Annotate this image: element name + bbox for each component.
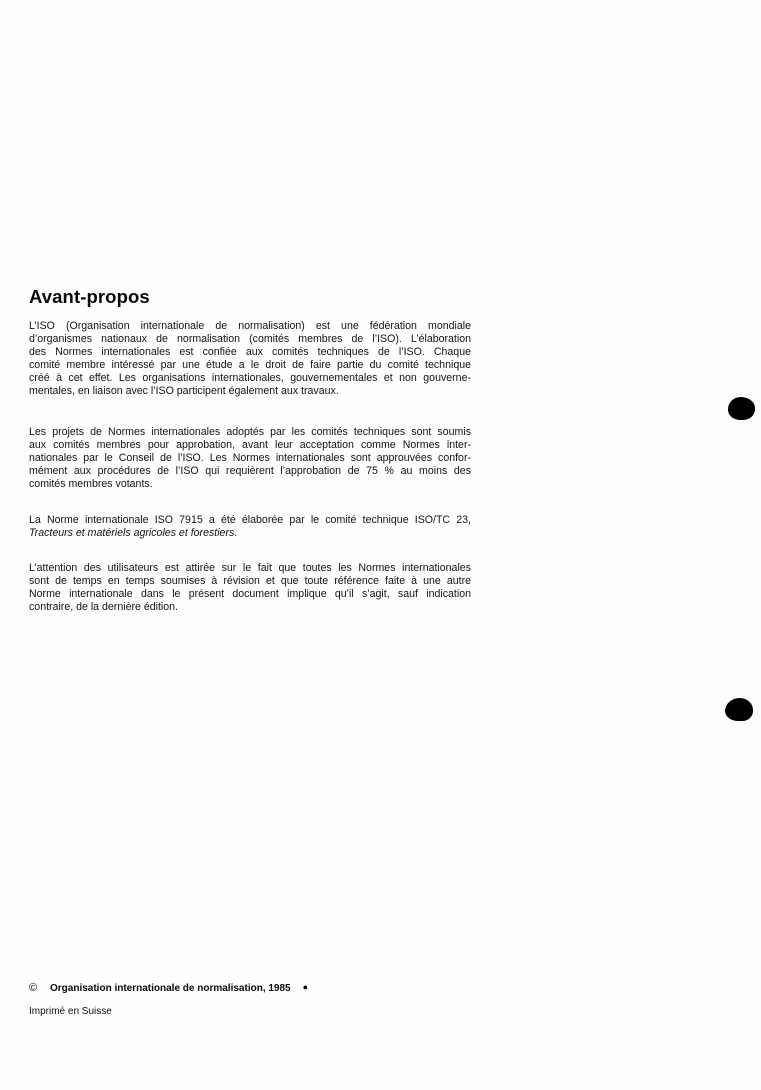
text-line	[29, 527, 471, 540]
text-line: Norme internationale dans le présent document implique qu’il s’agit, sauf indication	[29, 588, 471, 601]
period: .	[234, 527, 238, 540]
text-line: d’organismes nationaux de normalisation (comités membres de l’ISO). L’élaboration	[29, 333, 471, 346]
text-line: sont de temps en temps soumises à révision et que toute référence faite à une autre	[29, 575, 471, 588]
copyright-icon: ©	[29, 982, 38, 994]
text-line: L’attention des utilisateurs est attirée sur le fait que toutes les Normes internationales	[29, 562, 471, 574]
text-line: La Norme internationale ISO 7915 a été élaborée par le comité technique ISO/TC 23,	[29, 514, 471, 526]
printed-in-label: Imprimé en Suisse	[29, 1006, 112, 1017]
paragraph-standard-origin	[29, 514, 471, 540]
text-line: nationales par le Conseil de l’ISO. Les Normes internationales sont approuvées confor-	[29, 452, 471, 465]
text-line: L’ISO (Organisation internationale de normalisation) est une fédération mondiale	[29, 320, 471, 332]
bullet-icon: ●	[302, 982, 309, 992]
copyright-organization: Organisation internationale de normalisation, 1985	[50, 983, 291, 994]
paragraph-revision-notice	[29, 562, 471, 614]
text-line: mentales, en liaison avec l’ISO participent également aux travaux.	[29, 385, 339, 398]
text-line: comité membre intéressé par une étude a le droit de faire partie du comité technique	[29, 359, 471, 372]
page-title: Avant-propos	[29, 286, 150, 307]
paragraph-iso-intro	[29, 320, 471, 399]
text-line: Les projets de Normes internationales adoptés par les comités techniques sont soumis	[29, 426, 471, 438]
copyright-line	[29, 980, 308, 996]
text-line: des Normes internationales est confiée aux comités techniques de l’ISO. Chaque	[29, 346, 471, 359]
committee-title: Tracteurs et matériels agricoles et forestiers	[29, 527, 235, 540]
punch-hole-mark	[725, 698, 753, 721]
paragraph-approval-process	[29, 426, 471, 491]
text-line: créé à cet effet. Les organisations internationales, gouvernementales et non gouverne-	[29, 372, 471, 385]
text-line: mément aux procédures de l’ISO qui requièrent l’approbation de 75 % au moins des	[29, 465, 471, 478]
punch-hole-mark	[728, 397, 755, 420]
text-line: comités membres votants.	[29, 478, 153, 491]
text-line: contraire, de la dernière édition.	[29, 601, 178, 614]
text-line: aux comités membres pour approbation, avant leur acceptation comme Normes inter-	[29, 439, 471, 452]
